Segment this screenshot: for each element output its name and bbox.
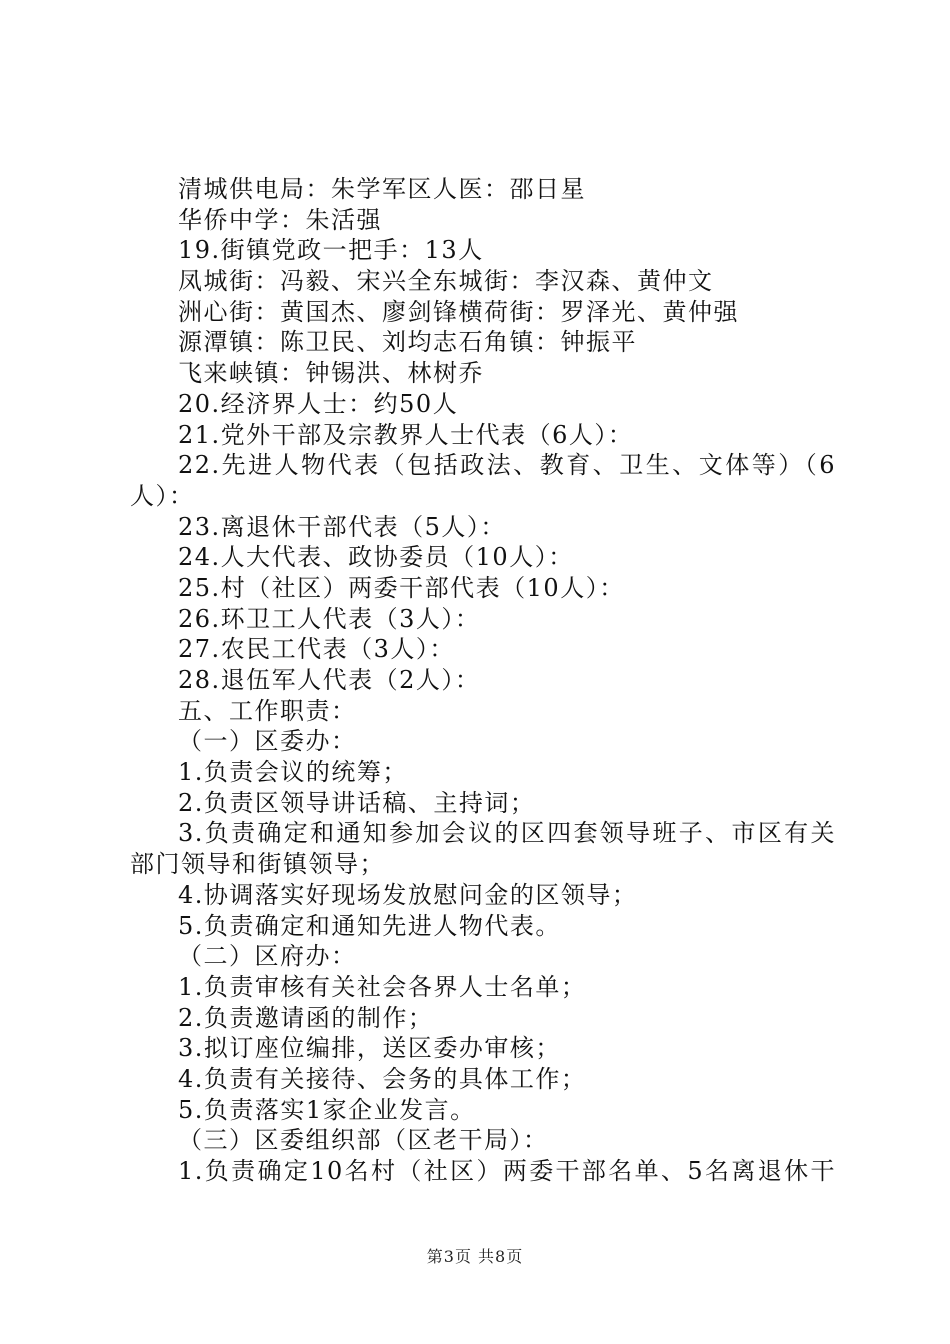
subsection-heading: （一）区委办： <box>178 727 357 756</box>
text-line: 26.环卫工人代表（3人）： <box>178 604 481 633</box>
text-line-continuation: 部门领导和街镇领导； <box>130 850 385 879</box>
text-line: 28.退伍军人代表（2人）： <box>178 666 481 694</box>
text-line: 飞来峡镇：钟锡洪、林树乔 <box>178 359 484 388</box>
text-line: 2.负责区领导讲话稿、主持词； <box>178 788 536 817</box>
text-line: 3.拟订座位编排，送区委办审核； <box>178 1034 561 1063</box>
text-line: 清城供电局：朱学军区人医：邵日星 <box>178 175 586 203</box>
text-line: 23.离退休干部代表（5人）： <box>178 512 506 541</box>
text-line: 凤城街：冯毅、宋兴全东城街：李汉森、黄仲文 <box>178 267 714 296</box>
text-line-continuation: 人）： <box>130 481 195 510</box>
text-line: 22.先进人物代表（包括政法、教育、卫生、文体等）（6 <box>178 451 836 480</box>
text-line: 1.负责确定10名村（社区）两委干部名单、5名离退休干 <box>178 1157 836 1185</box>
text-line: 4.协调落实好现场发放慰问金的区领导； <box>178 880 638 909</box>
text-line: 24.人大代表、政协委员（10人）： <box>178 543 574 572</box>
text-line: 4.负责有关接待、会务的具体工作； <box>178 1064 587 1093</box>
text-line: 源潭镇：陈卫民、刘均志石角镇：钟振平 <box>178 328 637 357</box>
subsection-heading: （三）区委组织部（区老干局）： <box>178 1126 549 1155</box>
page-number-footer: 第3页 共8页 <box>426 1247 524 1266</box>
text-line: 25.村（社区）两委干部代表（10人）： <box>178 573 625 602</box>
text-line: 洲心街：黄国杰、廖剑锋横荷街：罗泽光、黄仲强 <box>178 297 739 326</box>
text-line: 5.负责确定和通知先进人物代表。 <box>178 911 561 940</box>
text-line: 华侨中学：朱活强 <box>178 205 382 234</box>
text-line: 2.负责邀请函的制作； <box>178 1003 434 1032</box>
text-line: 21.党外干部及宗教界人士代表（6人）： <box>178 420 634 449</box>
text-line: 1.负责审核有关社会各界人士名单； <box>178 972 587 1001</box>
text-line: 3.负责确定和通知参加会议的区四套领导班子、市区有关 <box>178 819 836 848</box>
section-heading: 五、工作职责： <box>178 696 357 725</box>
subsection-heading: （二）区府办： <box>178 942 357 971</box>
text-line: 27.农民工代表（3人）： <box>178 635 455 664</box>
document-body <box>130 174 836 1187</box>
text-line: 1.负责会议的统筹； <box>178 758 408 787</box>
text-line: 19.街镇党政一把手：13人 <box>178 236 484 265</box>
text-line: 20.经济界人士：约50人 <box>178 389 459 418</box>
text-line: 5.负责落实1家企业发言。 <box>178 1095 476 1124</box>
